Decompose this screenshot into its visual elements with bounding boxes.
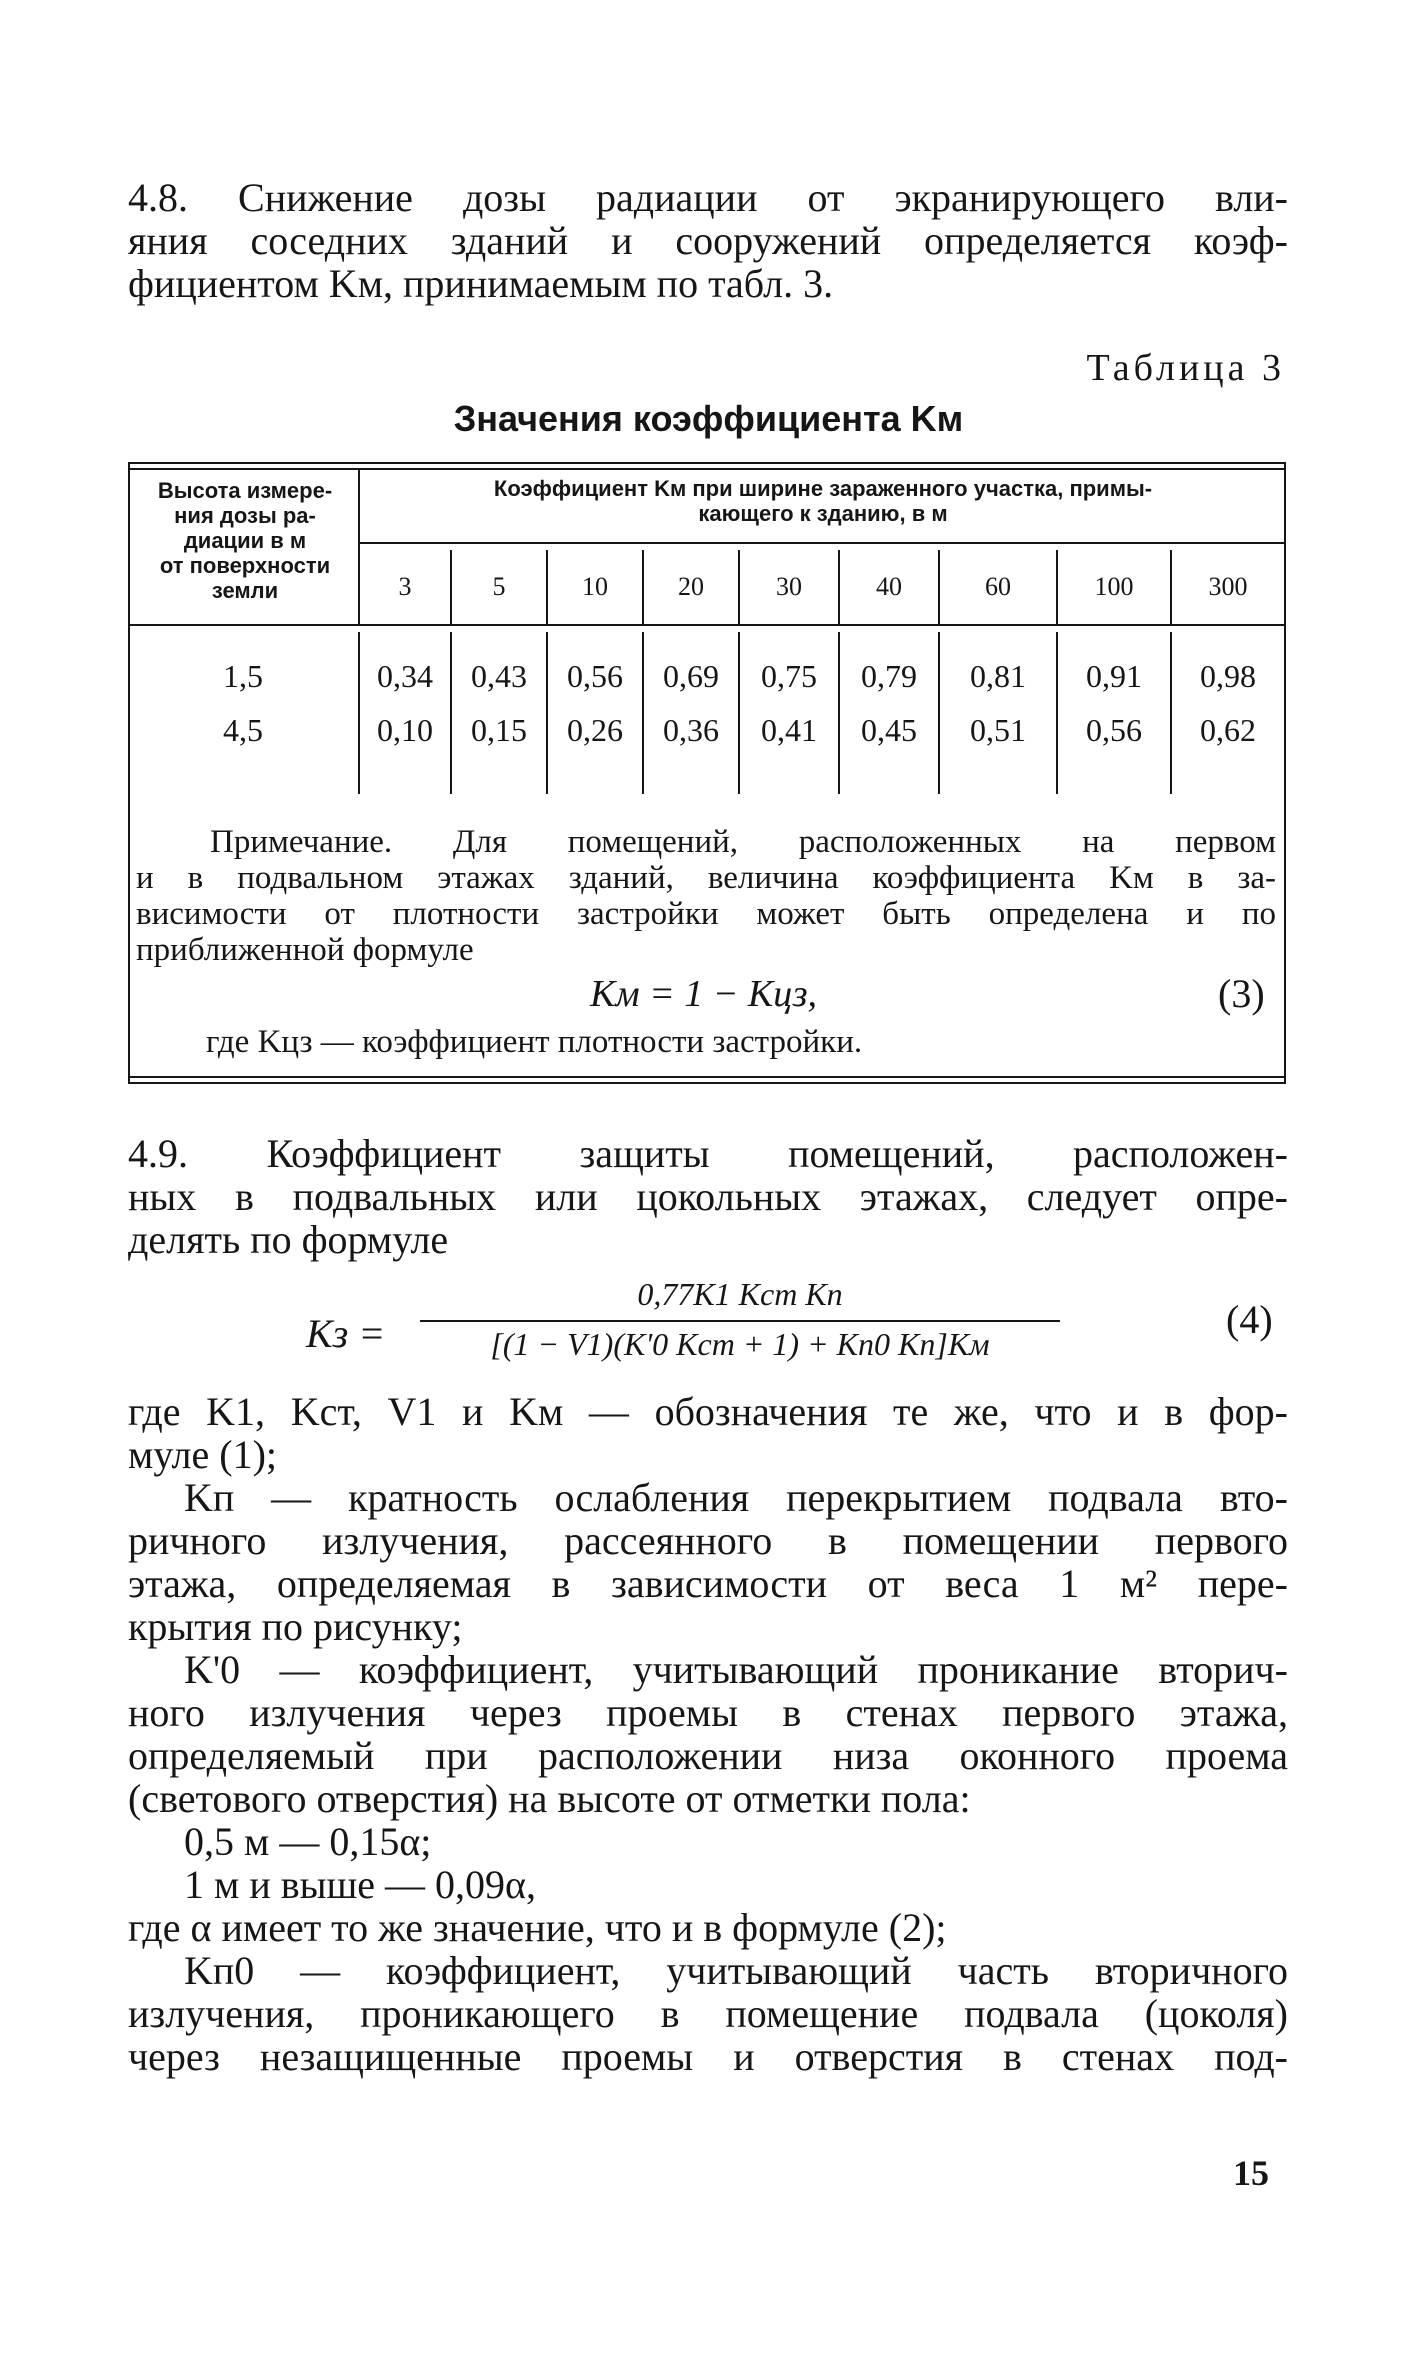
note-line: висимости от плотности застройки может быть определена и по bbox=[136, 896, 1276, 932]
row-header-line: земли bbox=[211, 578, 279, 603]
table-title: Значения коэффициента Kм bbox=[453, 398, 964, 439]
table-cell: 0,56 bbox=[567, 658, 623, 694]
text-line: ного излучения через проемы в стенах первого этажа, bbox=[128, 1690, 1288, 1735]
table-rule-top bbox=[128, 462, 1286, 464]
table-cell: 0,62 bbox=[1200, 712, 1256, 748]
width-header: 20 bbox=[678, 572, 704, 601]
definitions bbox=[128, 1390, 1288, 2078]
text-line: яния соседних зданий и сооружений определяется коэф- bbox=[128, 218, 1288, 263]
column-header-line: кающего к зданию, в м bbox=[698, 501, 948, 526]
formula-denominator: [(1 − V1)(K'0 Kст + 1) + Kп0 Kп]Kм bbox=[490, 1326, 990, 1362]
row-header-line: от поверхности bbox=[159, 553, 331, 578]
note-formula: Kм = 1 − Kцз, bbox=[590, 973, 818, 1015]
note-line: Примечание. Для помещений, расположенных на первом bbox=[210, 824, 1276, 860]
table-cell: 0,10 bbox=[377, 712, 433, 748]
text-line: этажа, определяемая в зависимости от веса 1 м² пере- bbox=[128, 1561, 1288, 1606]
table-cell: 0,15 bbox=[471, 712, 527, 748]
width-header: 3 bbox=[398, 572, 412, 601]
table-cell: 0,51 bbox=[970, 712, 1026, 748]
text-line: 0,5 м — 0,15α; bbox=[184, 1819, 432, 1864]
formula-number: (4) bbox=[1226, 1297, 1273, 1342]
page-number: 15 bbox=[1233, 2153, 1269, 2193]
table-column-divider bbox=[358, 468, 360, 624]
text-line: фициентом Kм, принимаемым по табл. 3. bbox=[128, 261, 834, 306]
table-rule-bottom bbox=[128, 1076, 1286, 1078]
table-cell: 0,69 bbox=[663, 658, 719, 694]
table-cell: 0,79 bbox=[861, 658, 917, 694]
table-rule-bottom-2 bbox=[128, 1082, 1286, 1084]
table-label: Таблица 3 bbox=[1086, 347, 1285, 389]
width-header: 100 bbox=[1094, 572, 1134, 601]
table-cell: 0,45 bbox=[861, 712, 917, 748]
text-line: ных в подвальных или цокольных этажах, следует опре- bbox=[128, 1174, 1288, 1219]
width-header: 300 bbox=[1208, 572, 1248, 601]
table-note bbox=[136, 824, 1276, 968]
column-header-line: Коэффициент Kм при ширине зараженного участка, примы- bbox=[493, 476, 1153, 501]
text-line: делять по формуле bbox=[128, 1217, 449, 1262]
note-formula-number: (3) bbox=[1218, 971, 1265, 1016]
table-cell: 0,81 bbox=[970, 658, 1026, 694]
text-line: K'0 — коэффициент, учитывающий проникание вторич- bbox=[184, 1647, 1288, 1692]
width-header: 10 bbox=[582, 572, 608, 601]
table-cell: 0,56 bbox=[1086, 712, 1142, 748]
table-cell-height: 4,5 bbox=[223, 712, 263, 748]
column-header bbox=[364, 476, 1282, 526]
table-cell: 0,91 bbox=[1086, 658, 1142, 694]
text-line: 4.8. Снижение дозы радиации от экранирующего вли- bbox=[128, 175, 1288, 220]
text-line: излучения, проникающего в помещение подвала (цоколя) bbox=[128, 1991, 1288, 2036]
note-line: и в подвальном этажах зданий, величина коэффициента Kм в за- bbox=[136, 860, 1276, 896]
paragraph-4-9 bbox=[128, 1132, 1288, 1261]
table-border-left bbox=[128, 462, 130, 1082]
width-header: 30 bbox=[776, 572, 802, 601]
table-cell: 0,34 bbox=[377, 658, 433, 694]
row-header-line: диации в м bbox=[183, 528, 307, 553]
text-line: крытия по рисунку; bbox=[128, 1604, 463, 1649]
text-line: муле (1); bbox=[128, 1432, 278, 1477]
formula-numerator: 0,77K1 Kст Kп bbox=[637, 1276, 843, 1312]
text-line: где K1, Kст, V1 и Kм — обозначения те же, что и в фор- bbox=[128, 1389, 1288, 1434]
text-line: 1 м и выше — 0,09α, bbox=[184, 1862, 536, 1907]
table-border-right bbox=[1284, 462, 1286, 1082]
row-header-line: Высота измере- bbox=[157, 478, 333, 503]
formula-lhs: Kз = bbox=[306, 1311, 386, 1356]
table-cell: 0,26 bbox=[567, 712, 623, 748]
text-line: Kп0 — коэффициент, учитывающий часть вторичного bbox=[184, 1948, 1288, 1993]
table-rule-subheader bbox=[360, 542, 1286, 544]
text-line: (светового отверстия) на высоте от отметки пола: bbox=[128, 1776, 971, 1821]
note-where: где Kцз — коэффициент плотности застройки. bbox=[206, 1024, 863, 1060]
text-line: ричного излучения, рассеянного в помещении первого bbox=[128, 1518, 1288, 1563]
text-line: где α имеет то же значение, что и в формуле (2); bbox=[128, 1905, 947, 1950]
table-cell: 0,98 bbox=[1200, 658, 1256, 694]
table-cell: 0,43 bbox=[471, 658, 527, 694]
table-cell: 0,41 bbox=[761, 712, 817, 748]
text-line: через незащищенные проемы и отверстия в стенах под- bbox=[128, 2034, 1288, 2079]
width-header: 5 bbox=[492, 572, 506, 601]
fraction-bar bbox=[420, 1320, 1060, 1322]
row-header-line: ния дозы ра- bbox=[174, 503, 316, 528]
table-rule-top-2 bbox=[128, 468, 1286, 470]
table-cell: 0,75 bbox=[761, 658, 817, 694]
note-line: приближенной формуле bbox=[136, 932, 474, 968]
text-line: 4.9. Коэффициент защиты помещений, расположен- bbox=[128, 1131, 1288, 1176]
paragraph-4-8 bbox=[128, 176, 1288, 305]
text-line: Kп — кратность ослабления перекрытием подвала вто- bbox=[184, 1475, 1288, 1520]
row-header bbox=[134, 478, 356, 603]
text-line: определяемый при расположении низа оконного проема bbox=[128, 1733, 1288, 1778]
table-cell: 0,36 bbox=[663, 712, 719, 748]
table-rule-header-bottom bbox=[128, 624, 1286, 626]
width-header: 60 bbox=[985, 572, 1011, 601]
width-header: 40 bbox=[876, 572, 902, 601]
table-cell-height: 1,5 bbox=[223, 658, 263, 694]
